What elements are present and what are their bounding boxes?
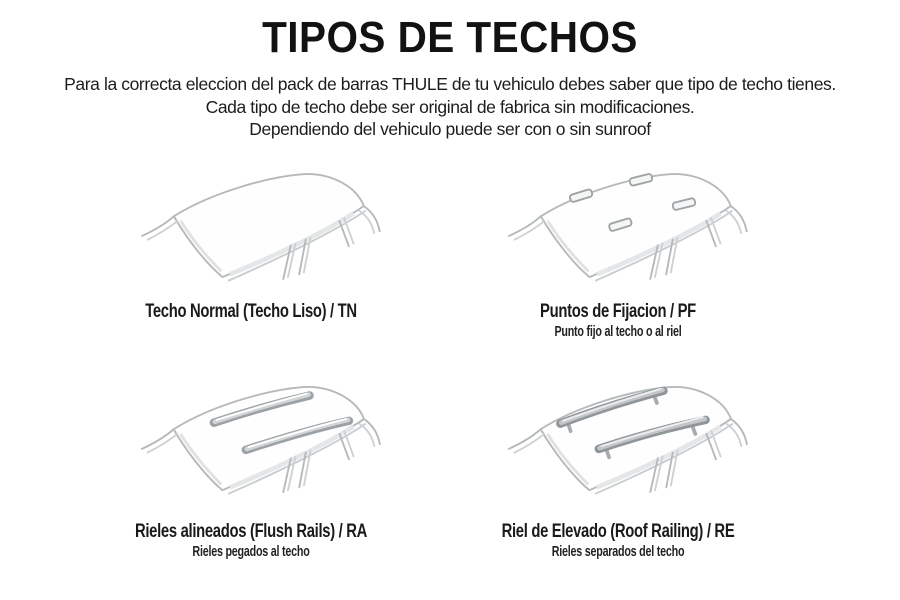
- intro-line-3: Dependiendo del vehiculo puede ser con o sin sunroof: [249, 119, 651, 139]
- roof-label-tn: Techo Normal (Techo Liso) / TN: [145, 301, 357, 322]
- roof-label-re: Riel de Elevado (Roof Railing) / RE: [501, 521, 735, 542]
- intro-line-2: Cada tipo de techo debe ser original de fabrica sin modificaciones.: [205, 97, 695, 117]
- flush-rails-roof-illustration: [123, 368, 423, 513]
- roof-sublabel-ra: Rieles pegados al techo: [192, 544, 310, 560]
- roof-label-pf: Puntos de Fijacion / PF: [540, 301, 696, 322]
- raised-rails-roof-illustration: [490, 368, 790, 513]
- smooth-roof-illustration: [123, 162, 423, 293]
- roof-sublabel-pf: Punto fijo al techo o al riel: [554, 324, 682, 340]
- roof-sublabel-re: Rieles separados del techo: [551, 544, 685, 560]
- roof-card-ra: [101, 368, 401, 560]
- intro-line-1: Para la correcta eleccion del pack de barras THULE de tu vehiculo debes saber que tipo de techo tienes.: [64, 74, 836, 94]
- roof-card-tn: [101, 162, 401, 324]
- roof-label-ra: Rieles alineados (Flush Rails) / RA: [134, 521, 368, 542]
- roof-card-pf: [468, 162, 768, 340]
- page-title: TIPOS DE TECHOS: [262, 13, 638, 62]
- roof-card-re: [468, 368, 768, 560]
- fixed-points-roof-illustration: [490, 162, 790, 293]
